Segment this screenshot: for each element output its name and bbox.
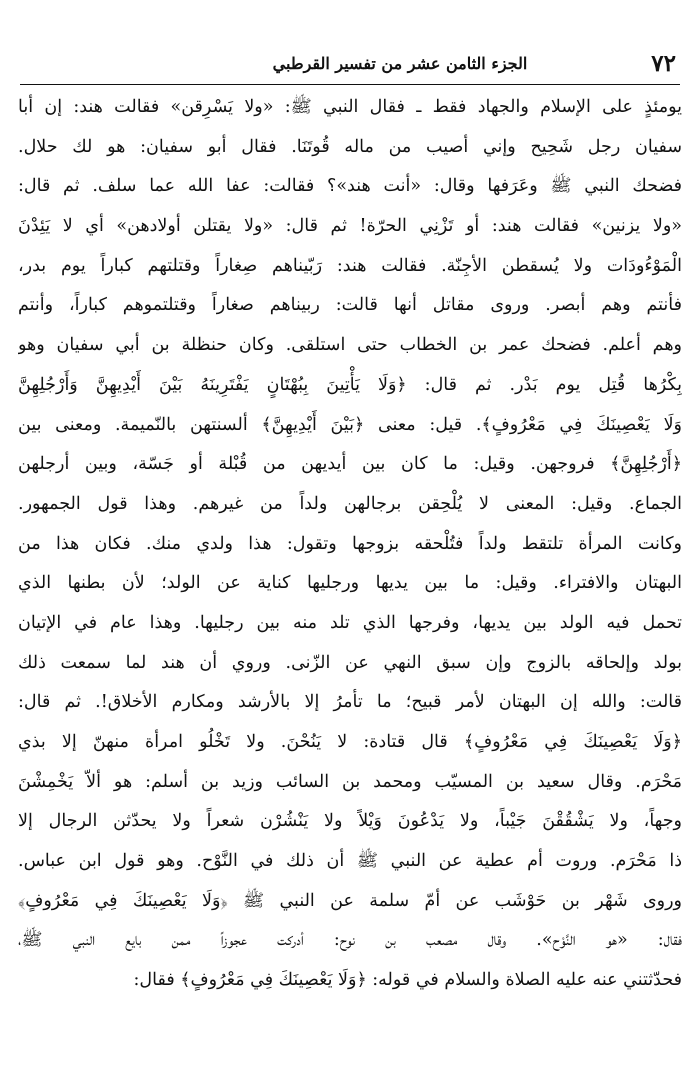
text-line: فحدّثتني عنه عليه الصلاة والسلام في قوله: ﴿وَلَا يَعْصِينَكَ فِي مَعْرُوفٍ﴾ فقال: bbox=[133, 970, 682, 991]
running-header bbox=[20, 50, 680, 84]
text-line: ﴿أَرْجُلِهِنَّ﴾ فروجهن. وقيل: ما كان بين أيديهن من قُبْلة أو جَسّة، وبين أرجلهن bbox=[18, 454, 682, 475]
text-line: قالت: والله إن البهتان لأمر قبيح؛ ما تأمرُ إلا بالأرشد ومكارم الأخلاق!. ثم قال: bbox=[18, 692, 682, 713]
text-line: وروى شَهْر بن حَوْشَب عن أمّ سلمة عن النبي ﷺ ﴿وَلَا يَعْصِينَكَ فِي مَعْرُوفٍ﴾ bbox=[18, 890, 682, 911]
text-line: بِكْرُها قُتِل يوم بَدْر. ثم قال: ﴿وَلَا يَأْتِينَ بِبُهْتَانٍ يَفْتَرِينَهُ بَيْنَ أَيْدِيهِنَّ وَأَرْجُلِهِنَّ bbox=[18, 374, 682, 395]
text-line: ﴿وَلَا يَعْصِينَكَ فِي مَعْرُوفٍ﴾ قال قتادة: لا يَنُحْنَ. ولا تَخْلُو امرأة منهنّ إلا بذي bbox=[18, 732, 682, 752]
text-line: فضحك النبي ﷺ وعَرَفها وقال: «أنت هند»؟ فقالت: عفا الله عما سلف. ثم قال: bbox=[18, 176, 682, 197]
text-line: وَلَا يَعْصِينَكَ فِي مَعْرُوفٍ﴾. قيل: معنى ﴿بَيْنَ أَيْدِيهِنَّ﴾ ألسنتهن بالنّميمة. ومعنى بين bbox=[18, 414, 682, 435]
text-line: مَحْرَم. وقال سعيد بن المسيّب ومحمد بن السائب وزيد بن أسلم: هو ألاّ يَخْمِشْنَ bbox=[18, 771, 682, 792]
text-line: البهتان والافتراء. وقيل: ما بين يديها ورجليها كناية عن الولد؛ لأن بطنها الذي bbox=[18, 573, 682, 594]
text-line: فقال: «هو النَّوْح». وقال مصعب بن نوح: أدركت عجوزاً ممن بايع النبي ﷺ، bbox=[18, 930, 682, 951]
body-text bbox=[18, 88, 682, 1001]
header-rule bbox=[20, 84, 680, 85]
text-line: وكانت المرأة تلتقط ولداً فتُلْحقه بزوجها وتقول: هذا ولدي منك. فكان هذا من bbox=[18, 533, 682, 554]
text-line: بولد وإلحاقه بالزوج وإن سبق النهي عن الزّنى. وروي أن هند لما سمعت ذلك bbox=[18, 652, 682, 673]
text-line: «ولا يزنين» فقالت هند: أو تَزْنِي الحرّة! ثم قال: «ولا يقتلن أولادهن» أي لا يَئِدْنَ bbox=[18, 216, 682, 237]
text-line: يومئذٍ على الإسلام والجهاد فقط ـ فقال النبي ﷺ: «ولا يَسْرِقن» فقالت هند: إن أبا bbox=[18, 97, 682, 117]
running-title: الجزء الثامن عشر من تفسير القرطبي bbox=[272, 54, 528, 73]
text-line: وهم أعلم. فضحك عمر بن الخطاب حتى استلقى. وكان حنظلة بن أبي سفيان وهو bbox=[18, 335, 682, 356]
text-line: الْمَوْءُودَات ولا يُسقطن الأجِنّة. فقالت هند: رَبّيناهم صِغاراً وقتلتهم كباراً يوم بدر، bbox=[18, 255, 682, 276]
text-line: وجهاً، ولا يَشْقُقْنَ جَيْباً، ولا يَدْعُونَ وَيْلاً ولا يَنْشُرْن شعراً ولا يحدّثن الرجال إلا bbox=[18, 811, 682, 832]
text-line: تحمل فيه الولد بين يديها، وفرجها الذي تلد منه بين رجليها. وهذا عام في الإتيان bbox=[18, 612, 682, 633]
text-line: فأنتم وهم أبصر. وروى مقاتل أنها قالت: ربيناهم صغاراً وقتلتموهم كباراً، وأنتم bbox=[18, 295, 682, 316]
text-line: سفيان رجل شَحِيح وإني أصيب من ماله قُوتَنَا. فقال أبو سفيان: هو لك حلال. bbox=[18, 136, 682, 157]
page-number: ٧٢ bbox=[651, 50, 676, 77]
text-line: الجماع. وقيل: المعنى لا يُلْحِقن برجالهن ولداً من غيرهم. وهذا قول الجمهور. bbox=[18, 493, 682, 514]
text-line: ذا مَحْرَم. وروت أم عطية عن النبي ﷺ أن ذلك في النَّوْح. وهو قول ابن عباس. bbox=[18, 851, 682, 872]
